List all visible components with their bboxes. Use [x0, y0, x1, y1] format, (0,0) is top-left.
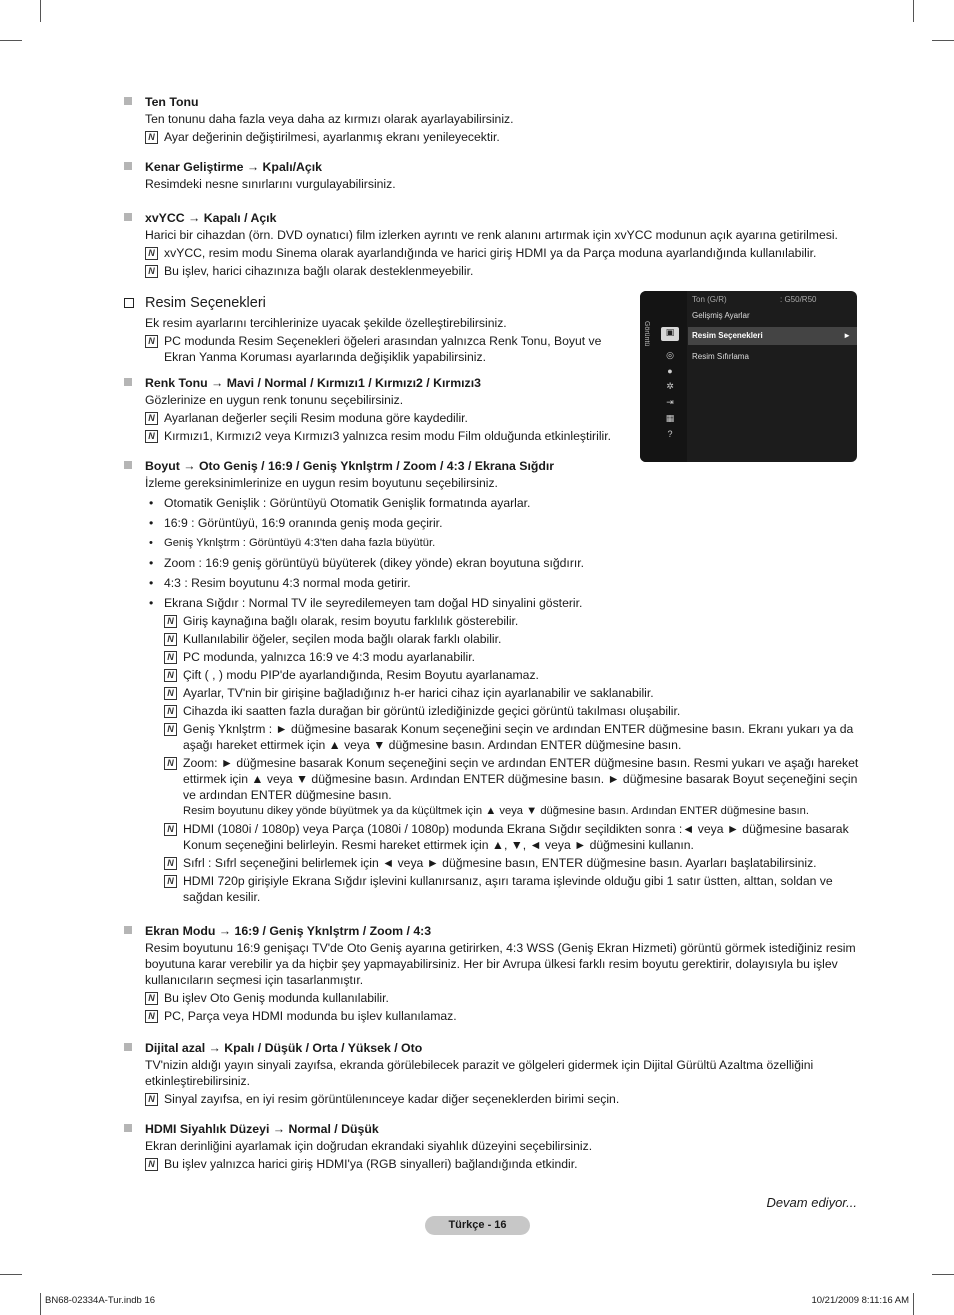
checkbox-bullet-icon — [124, 298, 134, 308]
note: N Ayar değerinin değiştirilmesi, ayarlanmış ekranı yenileyecektir. — [145, 129, 860, 145]
note: N Bu işlev, harici cihazınıza bağlı olarak desteklenmeyebilir. — [145, 263, 860, 279]
page-content — [124, 94, 860, 1186]
tv-menu-screenshot — [640, 291, 857, 462]
note: N Bu işlev yalnızca harici giriş HDMI'ya (RGB sinyalleri) bağlandığında etkindir. — [145, 1156, 860, 1172]
menu-side-label: Görüntü — [643, 321, 650, 347]
page-number: Türkçe - 16 — [425, 1216, 530, 1235]
note-icon: N — [145, 265, 158, 278]
menu-row-resim-sifirlama: Resim Sıfırlama — [692, 352, 749, 361]
note: N Cihazda iki saatten fazla durağan bir görüntü izlediğinizde geçici görüntü takılması oluşabilir. — [164, 703, 860, 719]
continued-text: Devam ediyor... — [766, 1195, 857, 1210]
note-icon: N — [164, 757, 177, 770]
crop-mark — [932, 40, 954, 41]
square-bullet-icon — [124, 162, 132, 170]
note-icon: N — [145, 430, 158, 443]
section-text: Resim boyutunu 16:9 genişaçı TV'de Oto Geniş ayarına getirirken, 4:3 WSS (Geniş Ekran Hizmeti) görüntü görmek istediğiniz resim boyutuna karar verebilir ya da hiçbir şey yapmayabilirsiniz. Her bir Avrupa ülkesi farklı resim boyutu gerektirir, dolayısıyla bu işlev kullanıcıların seçmesi için tasarlanmıştır. — [145, 941, 856, 987]
section-hdmi-siyahlik — [124, 1121, 860, 1172]
print-date: 10/21/2009 8:11:16 AM — [811, 1295, 909, 1306]
note-icon: N — [164, 705, 177, 718]
section-text: Gözlerinize en uygun renk tonunu seçebilirsiniz. — [145, 393, 404, 407]
crop-mark — [40, 0, 41, 22]
crop-mark — [913, 1293, 914, 1315]
note-icon: N — [164, 669, 177, 682]
section-dijital-azal — [124, 1040, 860, 1107]
note: N Zoom: ► düğmesine basarak Konum seçeneğini seçin ve ardından ENTER düğmesine basın. Resmi yukarı ve aşağı hareket ettirmek için ▲ veya ▼ düğmesine basın. Ardından ENTER düğmesine basın. ► düğmesine basarak Boyut seçeneğini seçin ve ardından ENTER düğmesine basın. Resim boyutunu dikey yönde büyütmek ya da küçültmek için ▲ veya ▼ düğmesine basın. Ardından ENTER düğmesine basın. — [164, 755, 860, 819]
list-item: • 16:9 : Görüntüyü, 16:9 oranında geniş moda geçirir. — [149, 516, 443, 530]
section-renk-tonu — [124, 375, 615, 444]
note: N Sinyal zayıfsa, en iyi resim görüntülenınceye kadar diğer seçeneklerden birimi seçin. — [145, 1091, 860, 1107]
note-icon: N — [164, 633, 177, 646]
note-icon: N — [164, 615, 177, 628]
note-icon: N — [164, 875, 177, 888]
menu-row-resim-secenekleri[interactable]: Resim Seçenekleri ► — [688, 327, 857, 345]
square-bullet-icon — [124, 1043, 132, 1051]
section-title: Ten Tonu — [145, 95, 199, 109]
channel-icon: ● — [667, 366, 673, 376]
note: N Sıfrl : Sıfrl seçeneğini belirlemek için ◄ veya ► düğmesine basın, ENTER düğmesine basın. Ayarları başlatabilirsiniz. — [164, 855, 860, 871]
note: N Giriş kaynağına bağlı olarak, resim boyutu farklılık gösterebilir. — [164, 613, 860, 629]
note-icon: N — [145, 131, 158, 144]
menu-row-ton: Ton (G/R) : G50/R50 — [692, 295, 817, 304]
note-icon: N — [145, 335, 158, 348]
zoom-extra-text: Resim boyutunu dikey yönde büyütmek ya da küçültmek için ▲ veya ▼ düğmesine basın. Ardından ENTER düğmesine basın. — [183, 805, 809, 817]
list-item: • 4:3 : Resim boyutunu 4:3 normal moda getirir. — [149, 576, 411, 590]
note: N HDMI 720p girişiyle Ekrana Sığdır işlevini kullanırsanız, aşırı tarama işlevinde olduğu gibi 1 satır üstten, alttan, soldan ve sağdan kesilir. — [164, 873, 860, 905]
note: N Bu işlev Oto Geniş modunda kullanılabilir. — [145, 990, 860, 1006]
crop-mark — [913, 0, 914, 22]
support-icon: ? — [667, 429, 673, 439]
note-icon: N — [164, 723, 177, 736]
crop-mark — [0, 1274, 22, 1275]
section-text: Ek resim ayarlarını tercihlerinize uyacak şekilde özelleştirebilirsiniz. — [145, 316, 507, 330]
note: N xvYCC, resim modu Sinema olarak ayarlandığında ve harici giriş HDMI ya da Parça moduna ayarlandığında kullanılabilir. — [145, 245, 860, 261]
note: N Kullanılabilir öğeler, seçilen moda bağlı olarak farklı olabilir. — [164, 631, 860, 647]
section-title: Boyut → Oto Geniş / 16:9 / Geniş Yknlştrm / Zoom / 4:3 / Ekrana Sığdır — [145, 459, 555, 473]
note: N Çift ( , ) modu PIP'de ayarlandığında, Resim Boyutu ayarlanamaz. — [164, 667, 860, 683]
square-bullet-icon — [124, 1124, 132, 1132]
section-title: HDMI Siyahlık Düzeyi → Normal / Düşük — [145, 1122, 379, 1136]
application-icon: ▦ — [665, 413, 675, 423]
section-boyut — [124, 458, 860, 905]
section-ekran-modu — [124, 923, 860, 1024]
note: N Ayarlar, TV'nin bir girişine bağladığınız h-er harici cihaz için ayarlanabilir ve saklanabilir. — [164, 685, 860, 701]
crop-mark — [40, 1293, 41, 1315]
note: N PC, Parça veya HDMI modunda bu işlev kullanılamaz. — [145, 1008, 860, 1024]
section-text: TV'nizin aldığı yayın sinyali zayıfsa, ekranda görülebilecek parazit ve gölgeleri gidermek için Dijital Gürültü Azaltma özelliğini etkinleştirebilirsiniz. — [145, 1058, 814, 1088]
boyut-notes — [145, 613, 860, 905]
section-title: Renk Tonu → Mavi / Normal / Kırmızı1 / Kırmızı2 / Kırmızı3 — [145, 376, 481, 390]
crop-mark — [0, 40, 22, 41]
sound-icon: ◎ — [666, 350, 674, 360]
menu-row-gelismis: Gelişmiş Ayarlar — [692, 311, 750, 320]
list-item: • Ekrana Sığdır : Normal TV ile seyredilemeyen tam doğal HD sinyalini gösterir. — [149, 596, 583, 610]
list-item: • Zoom : 16:9 geniş görüntüyü büyüterek (dikey yönde) ekran boyutuna sığdırır. — [149, 556, 585, 570]
square-bullet-icon — [124, 97, 132, 105]
square-bullet-icon — [124, 461, 132, 469]
square-bullet-icon — [124, 378, 132, 386]
setup-icon: ✲ — [666, 381, 674, 391]
section-resim-secenekleri — [124, 293, 615, 365]
list-item: • Otomatik Genişlik : Görüntüyü Otomatik Genişlik formatında ayarlar. — [149, 496, 531, 510]
note-icon: N — [145, 412, 158, 425]
note: N PC modunda, yalnızca 16:9 ve 4:3 modu ayarlanabilir. — [164, 649, 860, 665]
section-ten-tonu — [124, 94, 860, 145]
section-text: Harici bir cihazdan (örn. DVD oynatıcı) film izlerken ayrıntı ve renk alanını artırmak için xvYCC modunun açık ayarına getirilmesi. — [145, 228, 838, 242]
section-title: Ekran Modu → 16:9 / Geniş Yknlştrm / Zoom / 4:3 — [145, 924, 432, 938]
section-heading: Resim Seçenekleri — [145, 295, 266, 311]
list-item: • Geniş Yknlştrm : Görüntüyü 4:3'ten daha fazla büyütür. — [149, 537, 436, 549]
section-title: Dijital azal → Kpalı / Düşük / Orta / Yüksek / Oto — [145, 1041, 423, 1055]
square-bullet-icon — [124, 213, 132, 221]
menu-sidebar — [640, 291, 687, 462]
note-icon: N — [145, 1158, 158, 1171]
note: N Geniş Yknlştrm : ► düğmesine basarak Konum seçeneğini seçin ve ardından ENTER düğmesine basın. Ekranı yukarı ya da aşağı hareket ettirmek için ▲ veya ▼ düğmesine basın. Ardından ENTER düğmesine basın. — [164, 721, 860, 753]
note: N Kırmızı1, Kırmızı2 veya Kırmızı3 yalnızca resim modu Film olduğunda etkinleştirilir. — [145, 428, 615, 444]
note-icon: N — [145, 1093, 158, 1106]
file-name: BN68-02334A-Tur.indb 16 — [45, 1295, 156, 1306]
section-text: Ekran derinliğini ayarlamak için doğrudan ekrandaki siyahlık düzeyini seçebilirsiniz. — [145, 1139, 593, 1153]
section-title: Kenar Geliştirme → Kpalı/Açık — [145, 160, 323, 174]
crop-mark — [932, 1274, 954, 1275]
note-icon: N — [145, 247, 158, 260]
note-icon: N — [145, 1010, 158, 1023]
section-title: xvYCC → Kapalı / Açık — [145, 211, 277, 225]
input-icon: ⇥ — [666, 397, 674, 407]
picture-icon: ▣ — [661, 327, 679, 341]
section-text: Ten tonunu daha fazla veya daha az kırmızı olarak ayarlayabilirsiniz. — [145, 112, 514, 126]
square-bullet-icon — [124, 926, 132, 934]
note-icon: N — [164, 857, 177, 870]
note-icon: N — [164, 687, 177, 700]
note: N HDMI (1080i / 1080p) veya Parça (1080i / 1080p) modunda Ekrana Sığdır seçildikten sonra :◄ veya ► düğmesine basarak Konum seçeneğini belirleyin. Resmi hareket ettirmek için ▲, ▼, ◄ veya ► düğmesini kullanın. — [164, 821, 860, 853]
section-text: Resimdeki nesne sınırlarını vurgulayabilirsiniz. — [145, 177, 396, 191]
note-icon: N — [164, 823, 177, 836]
note: N Ayarlanan değerler seçili Resim moduna göre kaydedilir. — [145, 410, 615, 426]
note-icon: N — [164, 651, 177, 664]
section-kenar-gelistirme — [124, 159, 860, 192]
section-xvycc — [124, 210, 860, 279]
note-icon: N — [145, 992, 158, 1005]
note: N PC modunda Resim Seçenekleri öğeleri arasından yalnızca Renk Tonu, Boyut ve Ekran Yanma Koruması ayarlarında değişiklik yapabilirsiniz. — [145, 333, 615, 365]
section-text: İzleme gereksinimlerinize en uygun resim boyutunu seçebilirsiniz. — [145, 476, 498, 490]
